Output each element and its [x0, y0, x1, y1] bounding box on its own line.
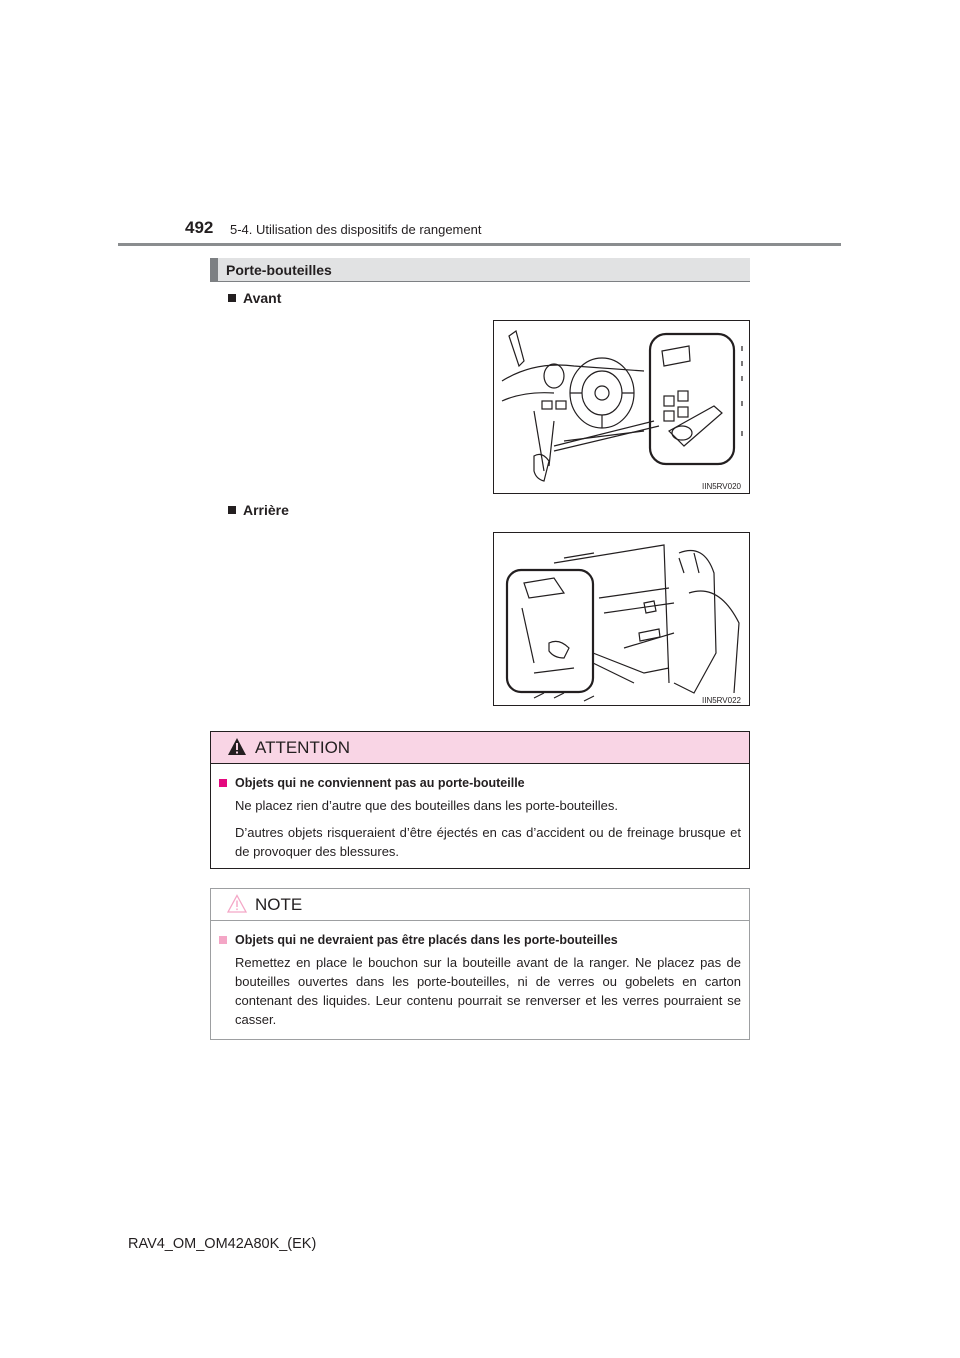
note-header — [211, 889, 749, 921]
subsection-rear-label: Arrière — [243, 502, 289, 518]
square-bullet-icon — [228, 294, 236, 302]
subsection-front-heading — [228, 290, 281, 306]
subsection-rear-heading — [228, 502, 289, 518]
caution-icon — [227, 894, 247, 914]
front-bottle-holder-figure — [493, 320, 750, 494]
square-bullet-icon — [219, 936, 227, 944]
attention-item-heading — [219, 776, 749, 790]
note-title: NOTE — [255, 895, 303, 914]
note-box — [210, 888, 750, 1040]
attention-header — [211, 732, 749, 764]
warning-icon — [227, 737, 247, 757]
footer-doc-id: RAV4_OM_OM42A80K_(EK) — [128, 1236, 317, 1252]
page-number: 492 — [185, 218, 214, 237]
section-title: Porte-bouteilles — [226, 262, 332, 278]
note-item-title: Objets qui ne devraient pas être placés dans les porte-bouteilles — [235, 933, 618, 947]
note-item-heading — [219, 933, 749, 947]
chapter-title: 5-4. Utilisation des dispositifs de rangement — [230, 222, 482, 237]
header-rule — [118, 243, 841, 246]
attention-title: ATTENTION — [255, 738, 351, 757]
attention-paragraph: D’autres objets risqueraient d’être éjectés en cas d’accident ou de freinage brusque et de provoquer des blessures. — [235, 825, 741, 859]
attention-box — [210, 731, 750, 869]
note-paragraph: Remettez en place le bouchon sur la bouteille avant de la ranger. Ne placez pas de bouteilles ouvertes dans les porte-bouteilles, ni de verres ou gobelets en carton contenant des liquides. Leur contenu pourrait se renverser et les verres pourraient se casser. — [235, 955, 741, 1027]
square-bullet-icon — [219, 779, 227, 787]
front-cabin-illustration — [494, 321, 750, 494]
figure-code-front: IIN5RV020 — [702, 482, 741, 491]
rear-door-illustration — [494, 533, 750, 706]
square-bullet-icon — [228, 506, 236, 514]
attention-paragraph: Ne placez rien d’autre que des bouteilles dans les porte-bouteilles. — [235, 798, 619, 813]
section-heading — [210, 258, 750, 282]
subsection-front-label: Avant — [243, 290, 282, 306]
rear-bottle-holder-figure — [493, 532, 750, 706]
attention-item-title: Objets qui ne conviennent pas au porte-bouteille — [235, 776, 525, 790]
figure-code-rear: IIN5RV022 — [702, 696, 741, 705]
